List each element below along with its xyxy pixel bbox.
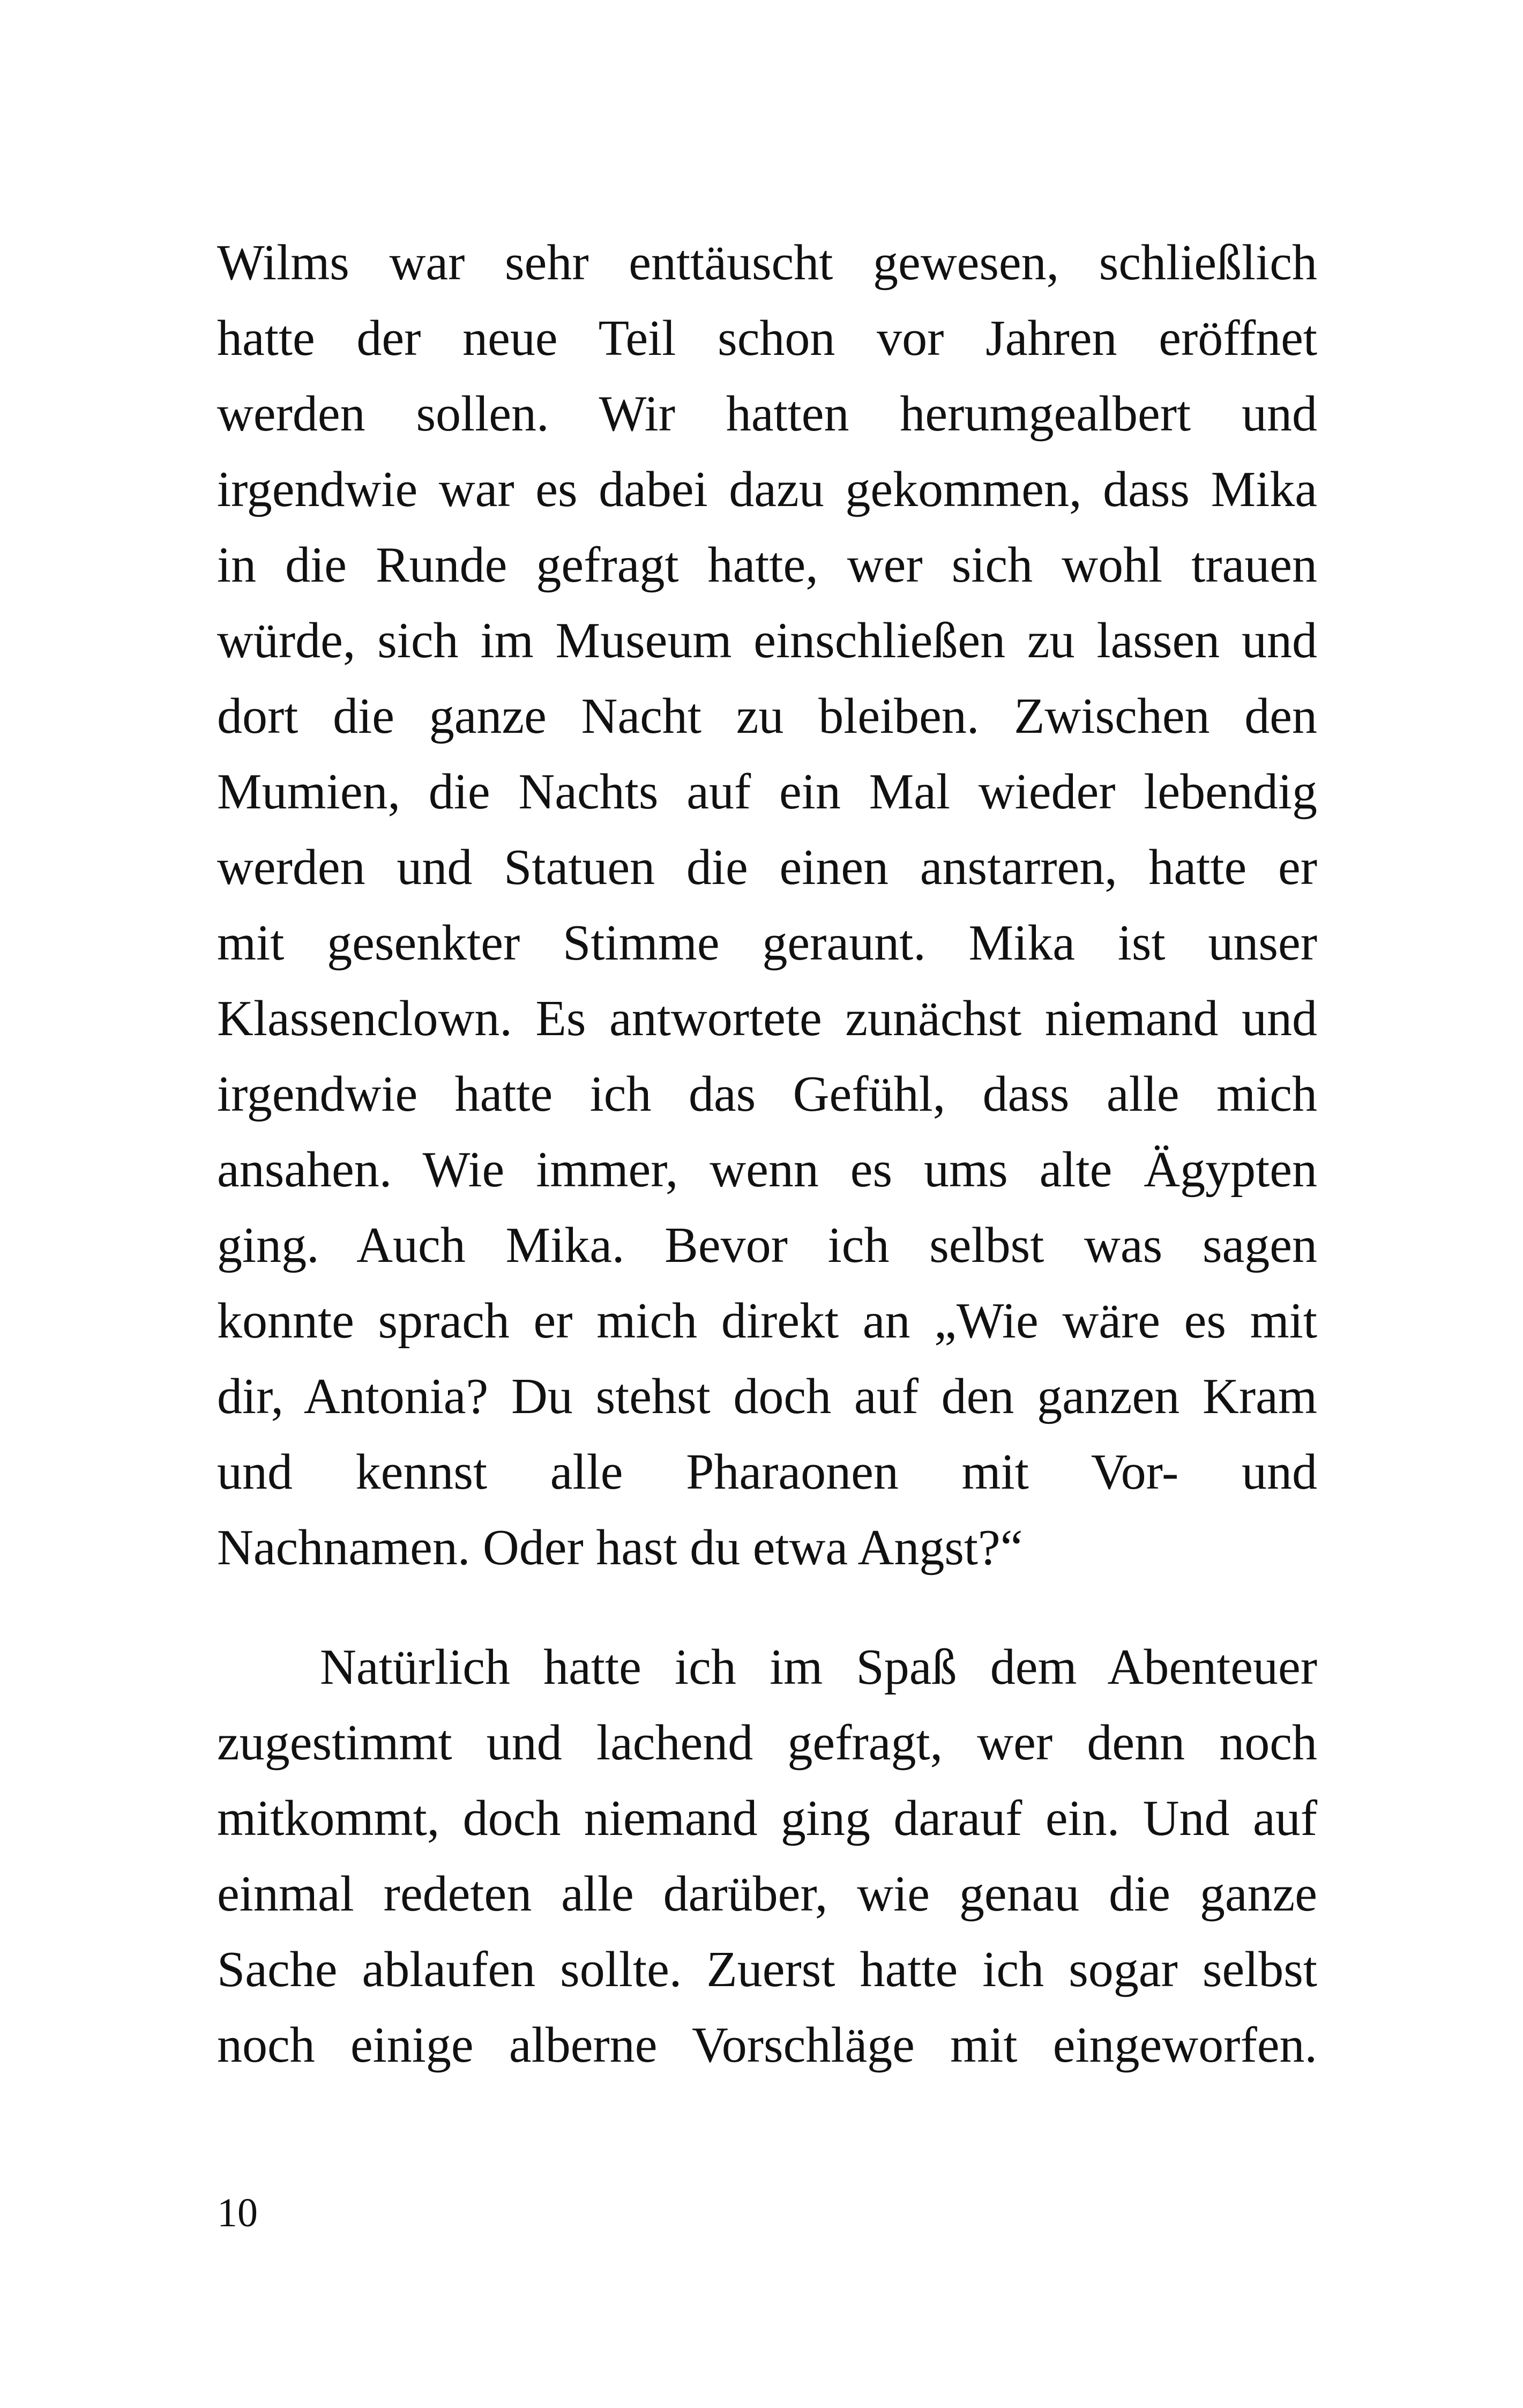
- text-line: ansahen. Wie immer, wenn es ums alte Ägypten: [217, 1142, 1317, 1198]
- text-line: mit gesenkter Stimme geraunt. Mika ist unser: [217, 915, 1317, 971]
- text-line: Nachnamen. Oder hast du etwa Angst?“: [217, 1520, 1023, 1575]
- text-line: ging. Auch Mika. Bevor ich selbst was sagen: [217, 1217, 1317, 1273]
- text-line: Klassenclown. Es antwortete zunächst niemand und: [217, 991, 1317, 1046]
- page-number: 10: [217, 2190, 258, 2235]
- text-line: würde, sich im Museum einschließen zu lassen und: [217, 613, 1317, 668]
- text-line: zugestimmt und lachend gefragt, wer denn noch: [217, 1715, 1317, 1771]
- paragraph-1: [217, 225, 1317, 1586]
- text-line: irgendwie hatte ich das Gefühl, dass alle mich: [217, 1066, 1317, 1122]
- paragraph-2: [217, 1630, 1317, 2083]
- text-line: konnte sprach er mich direkt an „Wie wäre es mit: [217, 1293, 1317, 1349]
- text-line: Mumien, die Nachts auf ein Mal wieder lebendig: [217, 764, 1317, 820]
- text-line: mitkommt, doch niemand ging darauf ein. Und auf: [217, 1790, 1317, 1846]
- text-line: und kennst alle Pharaonen mit Vor- und: [217, 1444, 1317, 1500]
- text-line: Wilms war sehr enttäuscht gewesen, schließlich: [217, 235, 1317, 291]
- text-line: Sache ablaufen sollte. Zuerst hatte ich sogar selbst: [217, 1942, 1317, 1997]
- text-line: hatte der neue Teil schon vor Jahren eröffnet: [217, 310, 1317, 366]
- text-line: in die Runde gefragt hatte, wer sich wohl trauen: [217, 537, 1317, 593]
- text-line: einmal redeten alle darüber, wie genau die ganze: [217, 1866, 1317, 1922]
- text-line: dir, Antonia? Du stehst doch auf den ganzen Kram: [217, 1369, 1317, 1424]
- text-line: irgendwie war es dabei dazu gekommen, dass Mika: [217, 462, 1317, 517]
- text-line: Natürlich hatte ich im Spaß dem Abenteuer: [320, 1639, 1317, 1695]
- text-line: werden und Statuen die einen anstarren, hatte er: [217, 839, 1317, 895]
- text-line: dort die ganze Nacht zu bleiben. Zwischen den: [217, 688, 1317, 744]
- text-line: noch einige alberne Vorschläge mit eingeworfen.: [217, 2017, 1317, 2073]
- text-line: werden sollen. Wir hatten herumgealbert und: [217, 386, 1317, 442]
